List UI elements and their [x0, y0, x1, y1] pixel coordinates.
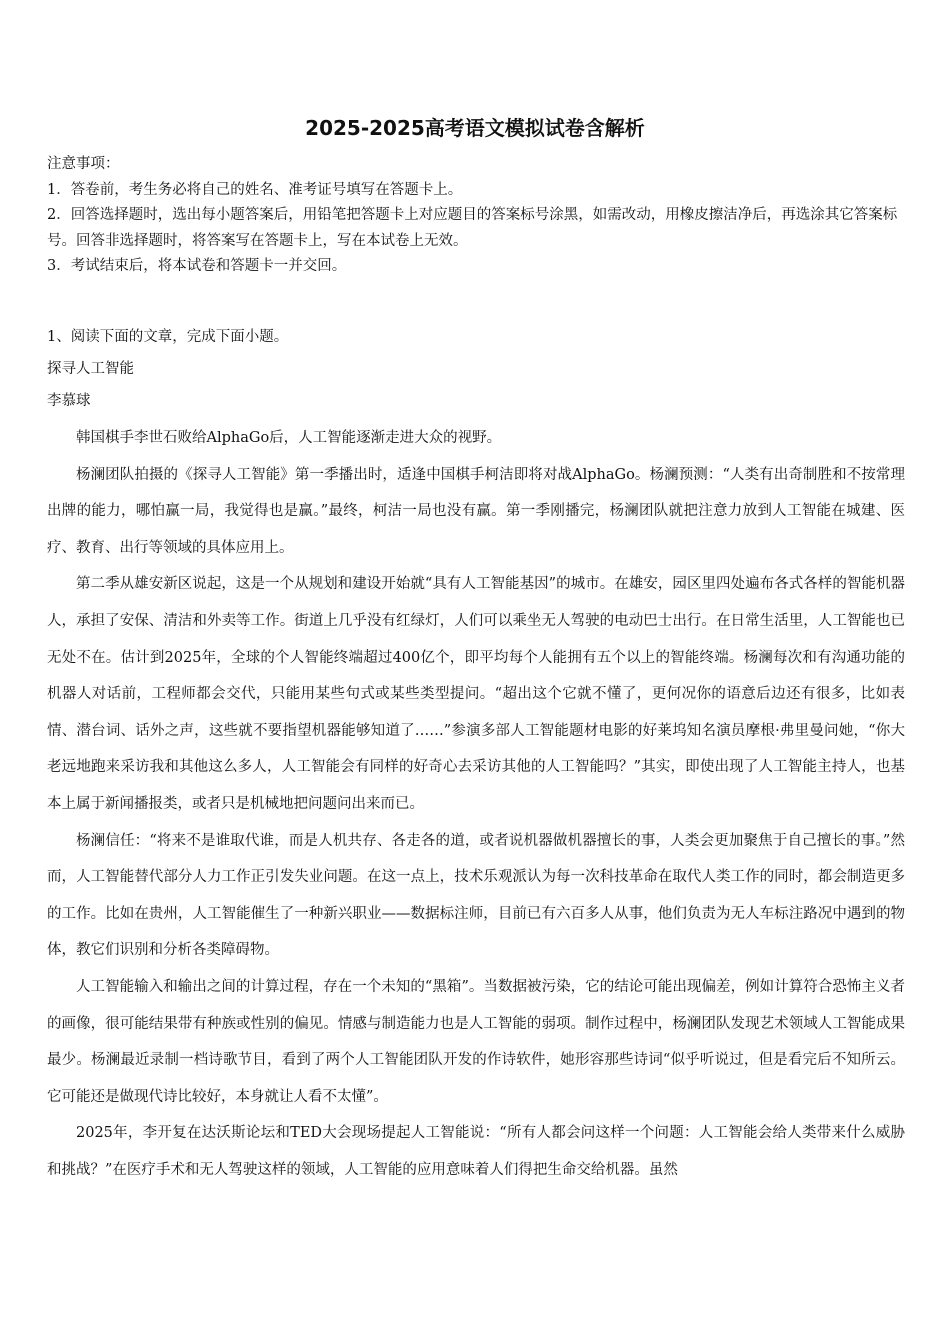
question-prompt: 1、阅读下面的文章，完成下面小题。 — [47, 329, 289, 345]
article-paragraph: 杨澜团队拍摄的《探寻人工智能》第一季播出时，适逢中国棋手柯洁即将对战AlphaGo。杨澜预测：“人类有出奇制胜和不按常理出牌的能力，哪怕赢一局，我觉得也是赢。”最终，柯洁一局也没有赢。第一季刚播完，杨澜团队就把注意力放到人工智能在城建、医疗、教育、出行等领域的具体应用上。 — [47, 466, 905, 556]
notice-item-3: 3．考试结束后，将本试卷和答题卡一并交回。 — [47, 258, 347, 274]
article-paragraph: 人工智能输入和输出之间的计算过程，存在一个未知的“黑箱”。当数据被污染，它的结论可能出现偏差，例如计算符合恐怖主义者的画像，很可能结果带有种族或性别的偏见。情感与制造能力也是人工智能的弱项。制作过程中，杨澜团队发现艺术领域人工智能成果最少。杨澜最近录制一档诗歌节目，看到了两个人工智能团队开发的作诗软件，她形容那些诗词“似乎听说过，但是看完后不知所云。它可能还是做现代诗比较好，本身就让人看不太懂”。 — [47, 978, 905, 1105]
article-paragraph: 2025年，李开复在达沃斯论坛和TED大会现场提起人工智能说：“所有人都会问这样一个问题：人工智能会给人类带来什么威胁和挑战？”在医疗手术和无人驾驶这样的领域，人工智能的应用意味着人们得把生命交给机器。虽然 — [47, 1125, 905, 1178]
page-title: 2025-2025高考语文模拟试卷含解析 — [305, 116, 645, 140]
article-author: 李慕球 — [47, 393, 91, 409]
article-paragraph: 韩国棋手李世石败给AlphaGo后，人工智能逐渐走进大众的视野。 — [76, 430, 502, 446]
notice-heading: 注意事项： — [47, 156, 120, 172]
article-title: 探寻人工智能 — [47, 361, 134, 377]
article-paragraph: 第二季从雄安新区说起，这是一个从规划和建设开始就“具有人工智能基因”的城市。在雄安，园区里四处遍布各式各样的智能机器人，承担了安保、清洁和外卖等工作。街道上几乎没有红绿灯，人们可以乘坐无人驾驶的电动巴士出行。在日常生活里，人工智能也已无处不在。估计到2025年，全球的个人智能终端超过400亿个，即平均每个人能拥有五个以上的智能终端。杨澜每次和有沟通功能的机器人对话前，工程师都会交代，只能用某些句式或某些类型提问。“超出这个它就不懂了，更何况你的语意后边还有很多，比如表情、潜台词、话外之声，这些就不要指望机器能够知道了……”参演多部人工智能题材电影的好莱坞知名演员摩根·弗里曼问她，“你大老远地跑来采访我和其他这么多人，人工智能会有同样的好奇心去采访其他的人工智能吗？”其实，即使出现了人工智能主持人，也基本上属于新闻播报类，或者只是机械地把问题问出来而已。 — [47, 576, 905, 812]
notice-item-1: 1．答卷前，考生务必将自己的姓名、准考证号填写在答题卡上。 — [47, 181, 463, 198]
notice-section — [47, 152, 907, 280]
notice-item-2: 2．回答选择题时，选出每小题答案后，用铅笔把答题卡上对应题目的答案标号涂黑，如需改动，用橡皮擦洁净后，再选涂其它答案标号。回答非选择题时，将答案写在答题卡上，写在本试卷上无效。 — [47, 207, 898, 249]
article-paragraph: 杨澜信任：“将来不是谁取代谁，而是人机共存、各走各的道，或者说机器做机器擅长的事，人类会更加聚焦于自己擅长的事。”然而，人工智能替代部分人力工作正引发失业问题。在这一点上，技术乐观派认为每一次科技革命在取代人类工作的同时，都会制造更多的工作。比如在贵州，人工智能催生了一种新兴职业——数据标注师，目前已有六百多人从事，他们负责为无人车标注路况中遇到的物体，教它们识别和分析各类障碍物。 — [47, 832, 905, 959]
question-section — [47, 324, 905, 1188]
